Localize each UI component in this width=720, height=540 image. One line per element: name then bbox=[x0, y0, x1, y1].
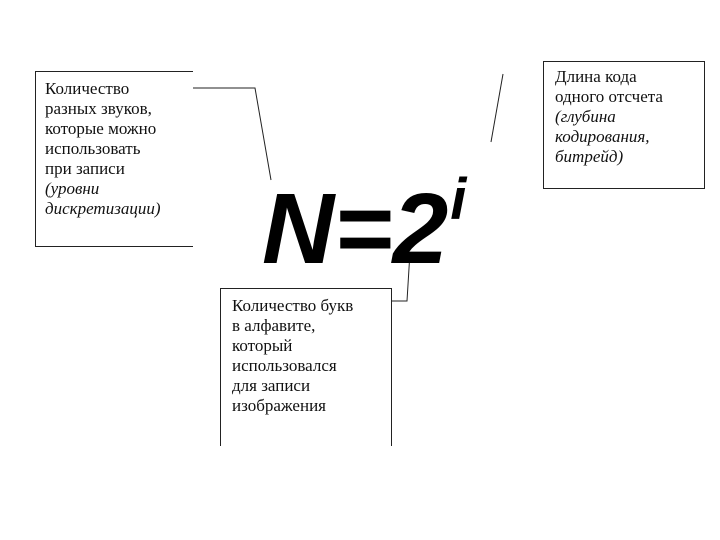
callout-text-line: для записи bbox=[232, 376, 311, 395]
callout-text-line: Длина кода bbox=[555, 67, 637, 86]
callout-text-line: битрейд) bbox=[555, 147, 624, 166]
callout-text-line: который bbox=[232, 336, 293, 355]
callout-alphabet-size bbox=[220, 288, 392, 446]
callout-text-line: в алфавите, bbox=[232, 316, 316, 335]
callout-text-line: (глубина bbox=[555, 107, 616, 126]
callout-text-line: (уровни bbox=[45, 179, 100, 198]
leader-line-left bbox=[193, 88, 271, 180]
callout-text-line: Количество букв bbox=[232, 296, 354, 315]
callout-text-line: кодирования, bbox=[555, 127, 650, 146]
callout-sound-levels bbox=[35, 71, 193, 247]
formula-base: N=2 bbox=[262, 173, 449, 285]
leader-line-right bbox=[491, 74, 503, 142]
callout-text-line: которые можно bbox=[45, 119, 157, 138]
callout-text-line: разных звуков, bbox=[45, 99, 152, 118]
callout-text-line: дискретизации) bbox=[45, 199, 161, 218]
formula-exponent: i bbox=[450, 167, 467, 232]
formula bbox=[262, 150, 467, 285]
callout-code-length bbox=[543, 61, 705, 189]
callout-text-line: одного отсчета bbox=[555, 87, 663, 106]
callout-text-line: использовался bbox=[232, 356, 337, 375]
callout-text-line: Количество bbox=[45, 79, 130, 98]
callout-text-line: при записи bbox=[45, 159, 125, 178]
callout-text-line: использовать bbox=[45, 139, 141, 158]
callout-text-line: изображения bbox=[232, 396, 326, 415]
